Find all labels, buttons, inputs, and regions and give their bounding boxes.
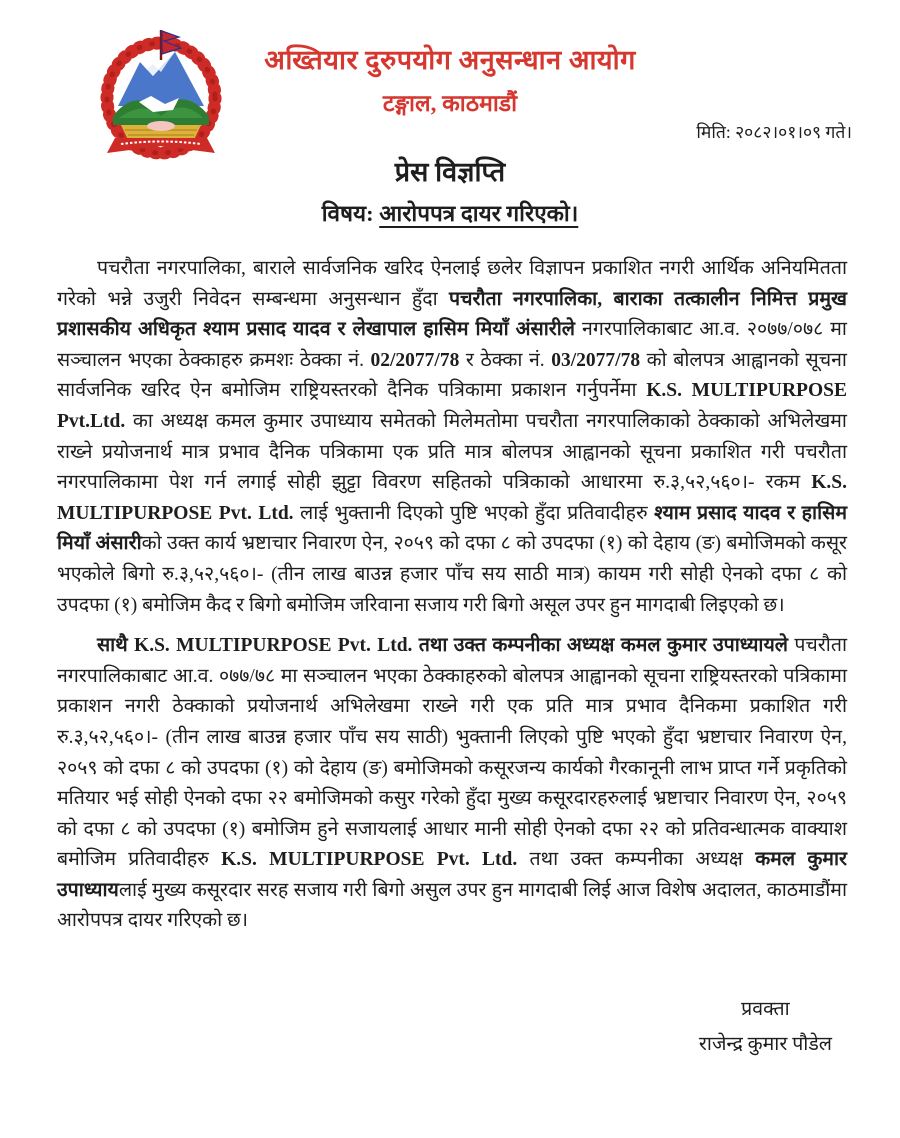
bold-text-segment: श्याम प्रसाद यादव र हासिम मियाँ अंसारी <box>57 502 847 555</box>
text-segment: पचरौता नगरपालिका, बाराले सार्वजनिक खरिद ऐनलाई छलेर विज्ञापन प्रकाशित नगरी आर्थिक अनियमितता गरेको भन्ने उजुरी निवेदन सम्बन्धमा अनुसन्धान हुँदा <box>57 258 847 310</box>
subject-line <box>0 197 900 228</box>
text-segment: का अध्यक्ष कमल कुमार उपाध्याय समेतको मिलेमतोमा पचरौता नगरपालिकाको ठेक्काको अभिलेखमा राख्ने प्रयोजनार्थ मात्र प्रभाव दैनिक पत्रिकामा एक प्रति मात्र बोलपत्र आह्वानको सूचना प्रकाशित गरी पचरौता नगरपालिकामा पेश गर्न लगाई सोही झुट्टा विवरण सहितको पत्रिकाको आधारमा रु.३,५२,५६०।- रकम <box>57 410 847 494</box>
body-text <box>57 254 847 937</box>
text-segment: तथा उक्त कम्पनीका अध्यक्ष <box>517 849 756 871</box>
subject-label: विषय: <box>321 201 380 226</box>
bold-text-segment: साथै <box>97 635 135 657</box>
text-segment: को उक्त कार्य भ्रष्टाचार निवारण ऐन, २०५९ को दफा ८ को उपदफा (१) को देहाय (ङ) बमोजिमको कसूर भएकोले बिगो रु.३,५२,५६०।- (तीन लाख बाउन्न हजार पाँच सय साठी मात्र) कायम गरी सोही ऐनको दफा ८ को उपदफा (१) बमोजिम कैद र बिगो बमोजिम जरिवाना सजाय गरी बिगो असूल उपर हुन मागदाबी लिइएको छ। <box>57 533 847 616</box>
text-segment: नगरपालिकाबाट आ.व. २०७७/०७८ मा सञ्चालन भएका ठेक्काहरु क्रमशः ठेक्का नं. <box>57 319 847 371</box>
press-release-title: प्रेस विज्ञप्ति <box>394 157 506 187</box>
paragraph-1 <box>57 254 847 621</box>
bold-text-segment: कमल कुमार उपाध्याय <box>57 849 847 901</box>
signatory-role: प्रवक्ता <box>741 999 790 1020</box>
bold-text-segment: K.S. MULTIPURPOSE Pvt. Ltd. <box>57 472 847 524</box>
bold-text-segment: K.S. MULTIPURPOSE Pvt.Ltd. <box>57 380 847 432</box>
signature-block <box>699 992 832 1062</box>
paragraph-2 <box>57 631 847 937</box>
subject-text: आरोपपत्र दायर गरिएको। <box>379 201 579 226</box>
bold-text-segment: K.S. MULTIPURPOSE Pvt. Ltd. <box>134 635 413 657</box>
bold-text-segment: K.S. MULTIPURPOSE Pvt. Ltd. <box>221 849 518 871</box>
signatory-name: राजेन्द्र कुमार पौडेल <box>698 1034 832 1055</box>
bold-text-segment: 03/2077/78 <box>551 349 641 371</box>
text-segment: पचरौता नगरपालिकाबाट आ.व. ०७७/७८ मा सञ्चालन भएका ठेक्काहरुको बोलपत्र आह्वानको सूचना राष्ट्रियस्तरको पत्रिकामा प्रकाशन नगरी ठेक्काको प्रयोजनार्थ अभिलेखमा राख्ने गरी एक प्रति मात्र प्रभाव दैनिकमा प्रकाशित गरी रु.३,५२,५६०।- (तीन लाख बाउन्न हजार पाँच सय साठी) भुक्तानी लिएको पुष्टि भएको हुँदा भ्रष्टाचार निवारण ऐन, २०५९ को दफा ८ को उपदफा (१) को देहाय (ङ) बमोजिमको कसूरजन्य कार्यको गैरकानूनी लाभ प्राप्त गर्ने प्रकृतिको मतियार भई सोही ऐनको दफा २२ बमोजिमको कसुर गरेको हुँदा मुख्य कसूरदारहरुलाई भ्रष्टाचार निवारण ऐन, २०५९ को दफा ८ को उपदफा (१) बमोजिम हुने सजायलाई आधार मानी सोही ऐनको दफा २२ को प्रतिवन्धात्मक वाक्याश बमोजिम प्रतिवादीहरु <box>57 635 847 871</box>
text-segment: लाई मुख्य कसूरदार सरह सजाय गरी बिगो असुल उपर हुन मागदाबी लिई आज विशेष अदालत, काठमाडौंमा आरोपपत्र दायर गरिएको छ। <box>57 879 847 932</box>
text-segment: को बोलपत्र आह्वानको सूचना सार्वजनिक खरिद ऐन बमोजिम राष्ट्रियस्तरको दैनिक पत्रिकामा प्रकाशन गर्नुपर्नेमा <box>57 349 847 402</box>
bold-text-segment: तथा उक्त कम्पनीका अध्यक्ष कमल कुमार उपाध्यायले <box>412 635 788 657</box>
bold-text-segment: पचरौता नगरपालिका, बाराका तत्कालीन निमित्त प्रमुख प्रशासकीय अधिकृत श्याम प्रसाद यादव र लेखापाल हासिम मियाँ अंसारीले <box>57 288 847 341</box>
org-name: अख्तियार दुरुपयोग अनुसन्धान आयोग <box>264 45 636 75</box>
bold-text-segment: 02/2077/78 <box>370 349 460 371</box>
org-address: टङ्गाल, काठमाडौं <box>382 91 518 116</box>
text-segment: र ठेक्का नं. <box>459 349 552 371</box>
date-line: मिति: २०८२।०१।०९ गते। <box>696 122 852 142</box>
text-segment: लाई भुक्तानी दिएको पुष्टि भएको हुँदा प्रतिवादीहरु <box>293 502 655 524</box>
